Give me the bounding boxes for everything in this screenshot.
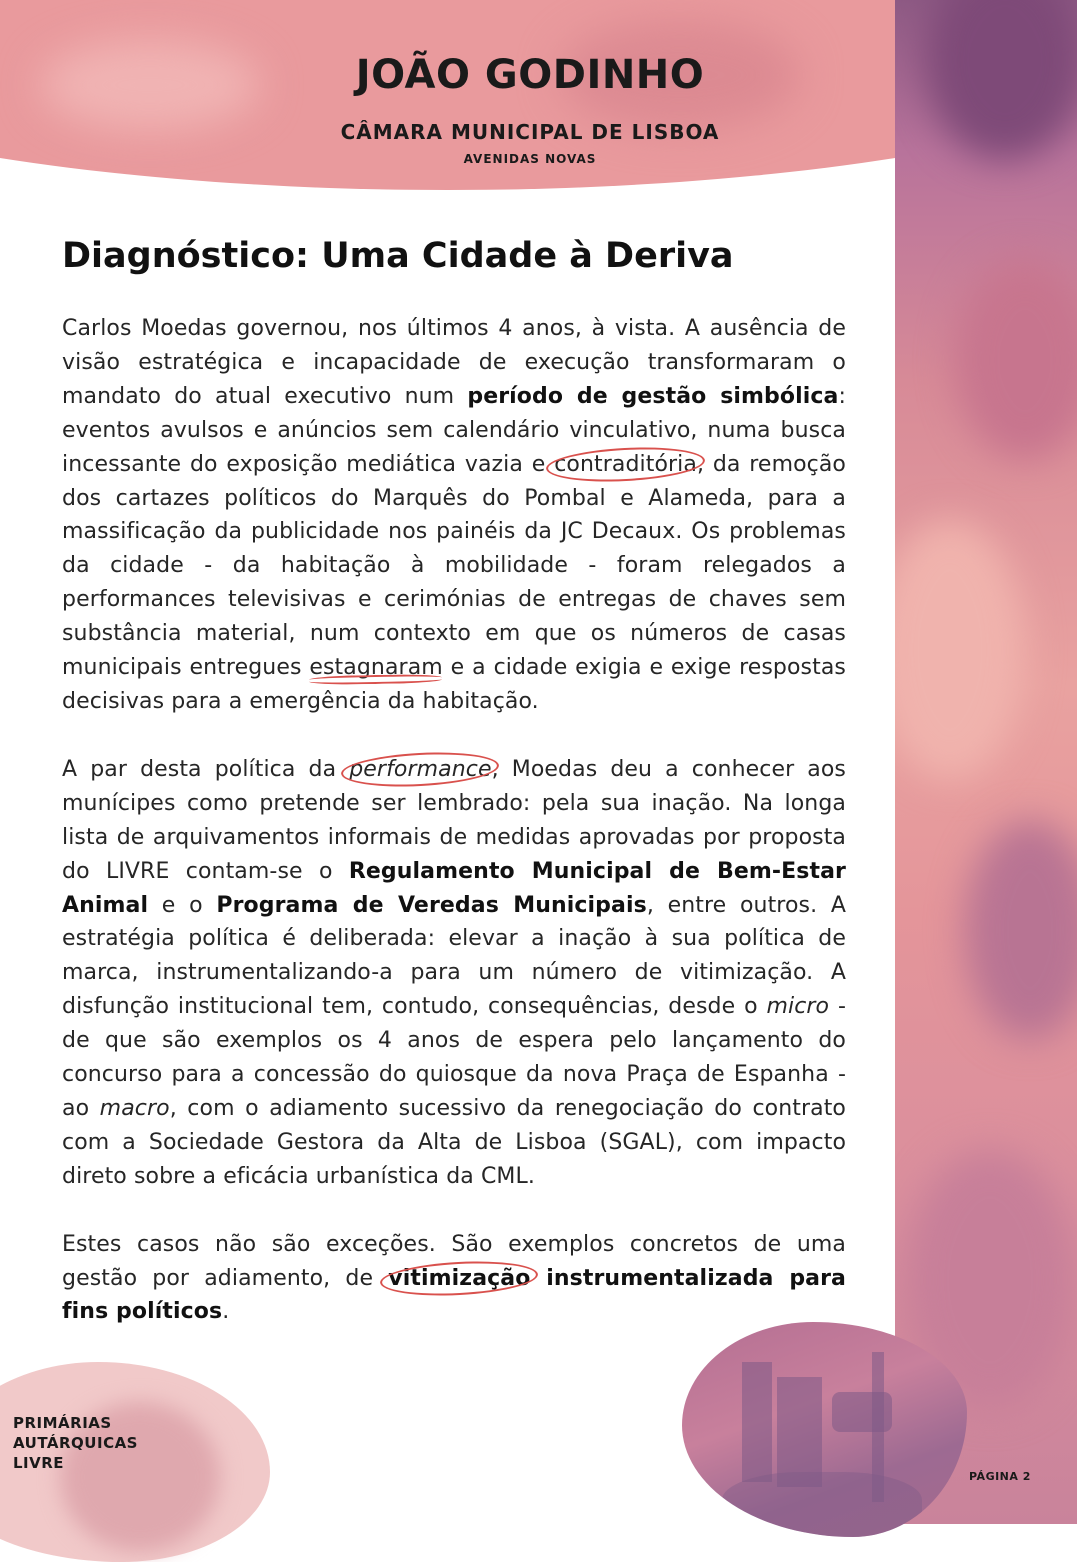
p2-text-a: A par desta política da [62,756,350,782]
p1-bold-gestao-simbolica: período de gestão simbólica [467,383,839,409]
circled-performance [349,757,491,782]
p2-italic-micro: micro [766,994,830,1020]
footer-street-photo [682,1322,967,1537]
paragraph-2 [62,753,846,1194]
page-number: PÁGINA 2 [969,1470,1031,1483]
paragraph-1 [62,312,846,719]
p3-bold-instrumentalizada: instrumentalizada para fins políticos [62,1265,847,1325]
p1-text-a: Carlos Moedas governou, nos últimos 4 anos, à vista. A ausência de visão estratégica e incapacidade de execução transformaram o mandato do atual executivo num [62,316,846,409]
org-label [13,1413,173,1473]
p1-text-d: contraditória [554,451,697,477]
p1-text-c: : eventos avulsos e anúncios sem calendário vinculativo, numa busca incessante do exposição mediática vazia e [62,383,847,477]
p2-text-e: e o [148,892,217,918]
council-title: CÂMARA MUNICIPAL DE LISBOA [340,120,720,144]
circled-vitimizacao [388,1266,530,1291]
candidate-name: JOÃO GODINHO [355,52,705,98]
p1-text-i: da habitação. [380,688,539,714]
org-line-1: PRIMÁRIAS [13,1414,112,1432]
paragraph-3 [62,1228,846,1330]
district-label: AVENIDAS NOVAS [463,152,597,166]
p1-text-e: , da remoção dos cartazes políticos do Marquês do Pombal e Alameda, para a massificação da publicidade nos painéis da JC Decaux. Os problemas da cidade - da habitação à mobilidade - foram relegados a performances televisivas e cerimónias de entregas de chaves sem substância material, num contexto em que os números de casas municipais entregues [62,451,846,681]
org-line-3: LIVRE [13,1454,65,1472]
p2-bold-programa-veredas: Programa de Veredas Municipais [216,892,647,918]
org-line-2: AUTÁRQUICAS [13,1434,138,1452]
p2-text-i: - de que são exemplos os 4 anos de espera pelo lançamento do concurso para a concessão do quiosque da nova Praça de Espanha - ao [62,994,846,1121]
p2-italic-performance: performance [349,756,492,782]
p3-bold-vitimizacao: vitimização [388,1265,531,1291]
p3-text-a: Estes casos não são exceções. São exemplos concretos de uma gestão por adiamento, de [62,1231,846,1291]
p2-text-c: , Moedas deu a conhecer aos munícipes como pretende ser lembrado: pela sua inação. Na longa lista de arquivamentos informais de medidas aprovadas por proposta do LIVRE contam-se o [62,756,846,884]
underlined-estagnaram: estagnaram [309,655,443,681]
side-photo-strip [895,0,1077,1524]
circled-contraditoria [554,452,697,477]
p1-text-h: emergência [249,688,381,714]
p2-text-k: , com o adiamento sucessivo da renegociação do contrato com a Sociedade Gestora da Alta de Lisboa (SGAL), com impacto direto sobre a eficácia urbanística da CML. [62,1095,846,1189]
body-text [62,312,846,1363]
section-heading: Diagnóstico: Uma Cidade à Deriva [62,236,734,276]
p3-text-d: . [222,1299,230,1325]
p2-text-g: , entre outros. A estratégia política é deliberada: elevar a inação à sua política de marca, instrumentalizando-a para um número de vitimização. A disfunção institucional tem, contudo, consequências, desde o [62,892,846,1020]
p2-italic-macro: macro [99,1095,170,1121]
p1-text-g: e a cidade exigia e exige respostas decisivas para a [62,655,846,714]
p2-bold-regulamento: Regulamento Municipal de Bem-Estar Animal [62,858,846,918]
